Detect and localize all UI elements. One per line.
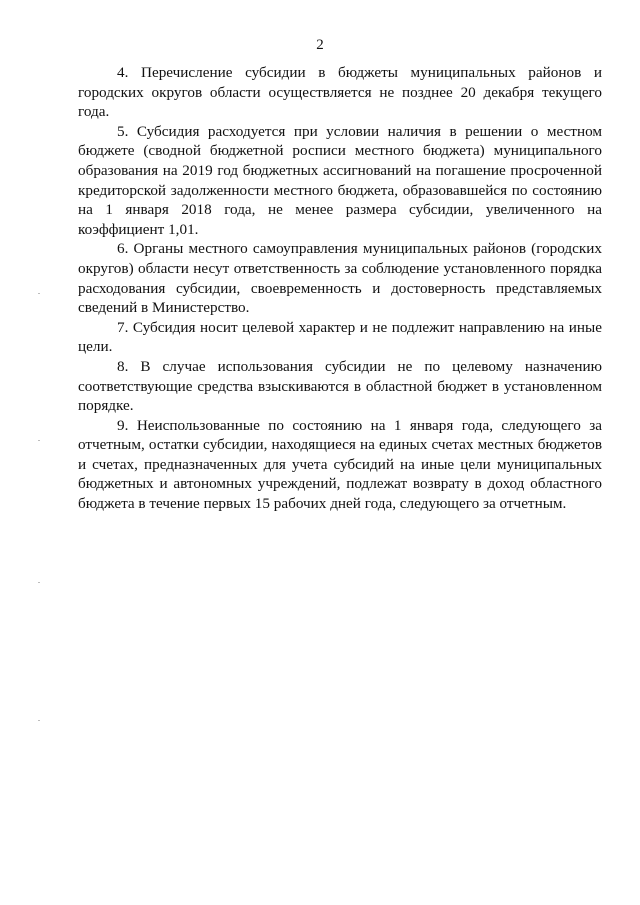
- paragraph-item-4: 4. Перечисление субсидии в бюджеты муниципальных районов и городских округов области осуществляется не позднее 20 декабря текущего года.: [78, 64, 602, 121]
- paragraph-item-5: 5. Субсидия расходуется при условии наличия в решении о местном бюджете (сводной бюджетной росписи местного бюджета) муниципального образования на 2019 год бюджетных ассигнований на погашение просроченной кредиторской задолженности местного бюджета, образовавшейся по состоянию на 1 января 2018 года, не менее размера субсидии, увеличенного на коэффициент 1,01.: [78, 122, 602, 238]
- paragraph-item-7: 7. Субсидия носит целевой характер и не подлежит направлению на иные цели.: [78, 318, 602, 356]
- scan-artifact: [38, 720, 40, 721]
- scan-artifact: [38, 293, 40, 294]
- paragraph-item-9: 9. Неиспользованные по состоянию на 1 января года, следующего за отчетным, остатки субсидии, находящиеся на единых счетах местных бюджетов и счетах, предназначенных для учета субсидий на иные цели муниципальных бюджетных и автономных учреждений, подлежат возврату в доход областного бюджета в течение первых 15 рабочих дней года, следующего за отчетным.: [78, 416, 602, 513]
- scan-artifact: [38, 582, 40, 583]
- document-body: [78, 63, 602, 514]
- paragraph-item-6: 6. Органы местного самоуправления муниципальных районов (городских округов) области несут ответственность за соблюдение установленного порядка расходования субсидии, своевременность и достоверность представляемых сведений в Министерство.: [78, 240, 602, 317]
- paragraph-item-8: 8. В случае использования субсидии не по целевому назначению соответствующие средства взыскиваются в областной бюджет в установленном порядке.: [78, 357, 602, 415]
- scan-artifact: [38, 440, 40, 441]
- page-number: 2: [316, 37, 324, 53]
